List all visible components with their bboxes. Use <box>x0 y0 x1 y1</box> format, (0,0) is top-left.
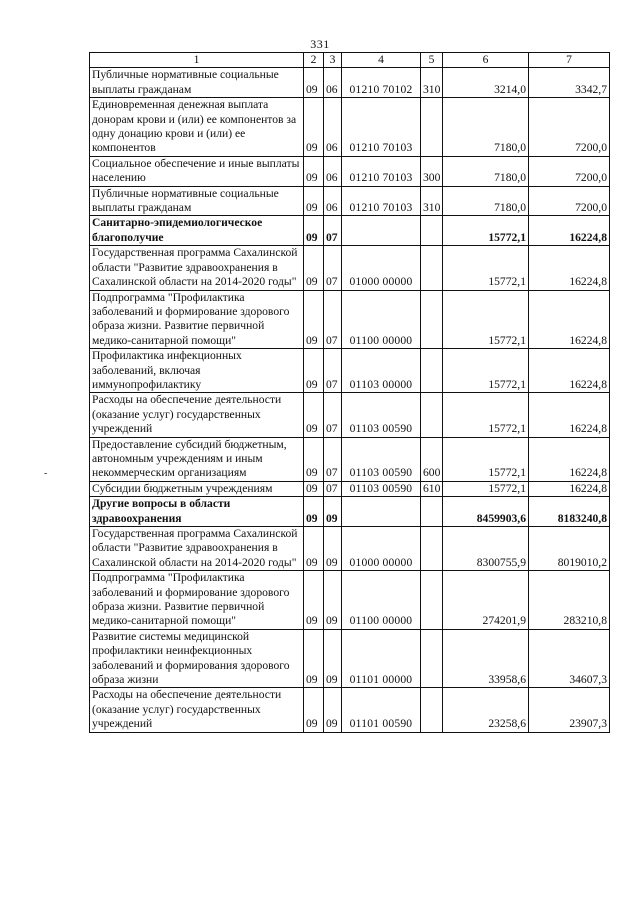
table-row <box>90 98 610 157</box>
amount-year-1-cell: 3214,0 <box>443 68 529 98</box>
expense-type-cell <box>421 393 443 437</box>
target-article-cell: 01103 00590 <box>342 481 421 496</box>
stray-mark: - <box>44 468 48 479</box>
row-name-cell: Единовременная денежная выплата донорам крови и (или) ее компонентов за одну донацию крови и (или) ее компонентов <box>90 98 304 157</box>
amount-year-2-cell: 16224,8 <box>529 481 610 496</box>
table-row <box>90 527 610 571</box>
expense-type-cell <box>421 216 443 246</box>
row-name-cell: Подпрограмма "Профилактика заболеваний и формирование здорового образа жизни. Развитие первичной медико-санитарной помощи" <box>90 290 304 349</box>
section-code-cell: 09 <box>304 349 324 393</box>
column-header: 7 <box>529 53 610 68</box>
table-row <box>90 571 610 630</box>
expense-type-cell <box>421 290 443 349</box>
target-article-cell: 01210 70103 <box>342 186 421 216</box>
expense-type-cell: 310 <box>421 68 443 98</box>
subsection-code-cell: 06 <box>324 98 342 157</box>
row-name-cell: Расходы на обеспечение деятельности (оказание услуг) государственных учреждений <box>90 688 304 732</box>
target-article-cell: 01210 70103 <box>342 156 421 186</box>
amount-year-1-cell: 33958,6 <box>443 629 529 688</box>
column-header: 4 <box>342 53 421 68</box>
section-code-cell: 09 <box>304 216 324 246</box>
expense-type-cell: 610 <box>421 481 443 496</box>
amount-year-1-cell: 23258,6 <box>443 688 529 732</box>
row-name-cell: Публичные нормативные социальные выплаты гражданам <box>90 186 304 216</box>
section-code-cell: 09 <box>304 571 324 630</box>
target-article-cell <box>342 497 421 527</box>
target-article-cell <box>342 216 421 246</box>
amount-year-2-cell: 16224,8 <box>529 246 610 290</box>
subsection-code-cell: 06 <box>324 186 342 216</box>
row-name-cell: Государственная программа Сахалинской области "Развитие здравоохранения в Сахалинской области на 2014-2020 годы" <box>90 527 304 571</box>
subsection-code-cell: 09 <box>324 527 342 571</box>
row-name-cell: Расходы на обеспечение деятельности (оказание услуг) государственных учреждений <box>90 393 304 437</box>
section-code-cell: 09 <box>304 156 324 186</box>
target-article-cell: 01210 70102 <box>342 68 421 98</box>
amount-year-1-cell: 8459903,6 <box>443 497 529 527</box>
target-article-cell: 01101 00000 <box>342 629 421 688</box>
subsection-code-cell: 09 <box>324 688 342 732</box>
amount-year-1-cell: 15772,1 <box>443 290 529 349</box>
amount-year-1-cell: 8300755,9 <box>443 527 529 571</box>
section-code-cell: 09 <box>304 246 324 290</box>
page-number: 331 <box>310 37 330 51</box>
section-code-cell: 09 <box>304 290 324 349</box>
amount-year-2-cell: 7200,0 <box>529 156 610 186</box>
amount-year-1-cell: 15772,1 <box>443 246 529 290</box>
row-name-cell: Предоставление субсидий бюджетным, автономным учреждениям и иным некоммерческим организациям <box>90 437 304 481</box>
amount-year-2-cell: 8019010,2 <box>529 527 610 571</box>
table-row <box>90 497 610 527</box>
amount-year-2-cell: 16224,8 <box>529 216 610 246</box>
amount-year-2-cell: 23907,3 <box>529 688 610 732</box>
expense-type-cell <box>421 571 443 630</box>
amount-year-1-cell: 15772,1 <box>443 481 529 496</box>
subsection-code-cell: 07 <box>324 393 342 437</box>
target-article-cell: 01210 70103 <box>342 98 421 157</box>
amount-year-1-cell: 7180,0 <box>443 156 529 186</box>
section-code-cell: 09 <box>304 186 324 216</box>
amount-year-1-cell: 274201,9 <box>443 571 529 630</box>
row-name-cell: Субсидии бюджетным учреждениям <box>90 481 304 496</box>
target-article-cell: 01103 00000 <box>342 349 421 393</box>
column-header: 6 <box>443 53 529 68</box>
subsection-code-cell: 07 <box>324 437 342 481</box>
table-body <box>90 68 610 732</box>
target-article-cell: 01100 00000 <box>342 290 421 349</box>
expense-type-cell <box>421 629 443 688</box>
amount-year-2-cell: 7200,0 <box>529 98 610 157</box>
amount-year-1-cell: 15772,1 <box>443 393 529 437</box>
expense-type-cell: 310 <box>421 186 443 216</box>
table-row <box>90 246 610 290</box>
column-header: 3 <box>324 53 342 68</box>
table-row <box>90 186 610 216</box>
expense-type-cell <box>421 349 443 393</box>
expense-type-cell <box>421 98 443 157</box>
section-code-cell: 09 <box>304 688 324 732</box>
table-row <box>90 393 610 437</box>
table-row <box>90 68 610 98</box>
subsection-code-cell: 09 <box>324 497 342 527</box>
row-name-cell: Социальное обеспечение и иные выплаты населению <box>90 156 304 186</box>
target-article-cell: 01100 00000 <box>342 571 421 630</box>
amount-year-2-cell: 16224,8 <box>529 437 610 481</box>
expense-type-cell <box>421 246 443 290</box>
section-code-cell: 09 <box>304 527 324 571</box>
expense-type-cell <box>421 497 443 527</box>
subsection-code-cell: 06 <box>324 68 342 98</box>
section-code-cell: 09 <box>304 481 324 496</box>
header-row <box>90 53 610 68</box>
column-header: 2 <box>304 53 324 68</box>
amount-year-1-cell: 7180,0 <box>443 98 529 157</box>
subsection-code-cell: 07 <box>324 349 342 393</box>
target-article-cell: 01000 00000 <box>342 246 421 290</box>
amount-year-2-cell: 7200,0 <box>529 186 610 216</box>
column-header: 5 <box>421 53 443 68</box>
section-code-cell: 09 <box>304 629 324 688</box>
table-row <box>90 156 610 186</box>
subsection-code-cell: 07 <box>324 290 342 349</box>
section-code-cell: 09 <box>304 68 324 98</box>
amount-year-2-cell: 34607,3 <box>529 629 610 688</box>
amount-year-1-cell: 15772,1 <box>443 437 529 481</box>
expense-type-cell <box>421 688 443 732</box>
expense-type-cell <box>421 527 443 571</box>
row-name-cell: Профилактика инфекционных заболеваний, включая иммунопрофилактику <box>90 349 304 393</box>
table-row <box>90 688 610 732</box>
expense-type-cell: 600 <box>421 437 443 481</box>
target-article-cell: 01101 00590 <box>342 688 421 732</box>
table-row <box>90 481 610 496</box>
amount-year-1-cell: 7180,0 <box>443 186 529 216</box>
amount-year-2-cell: 16224,8 <box>529 393 610 437</box>
column-header: 1 <box>90 53 304 68</box>
table-row <box>90 437 610 481</box>
row-name-cell: Государственная программа Сахалинской области "Развитие здравоохранения в Сахалинской области на 2014-2020 годы" <box>90 246 304 290</box>
amount-year-1-cell: 15772,1 <box>443 349 529 393</box>
amount-year-2-cell: 3342,7 <box>529 68 610 98</box>
stray-mark: · <box>586 683 590 694</box>
budget-table <box>89 52 610 733</box>
target-article-cell: 01103 00590 <box>342 393 421 437</box>
section-code-cell: 09 <box>304 393 324 437</box>
amount-year-2-cell: 16224,8 <box>529 349 610 393</box>
section-code-cell: 09 <box>304 437 324 481</box>
subsection-code-cell: 09 <box>324 571 342 630</box>
row-name-cell: Публичные нормативные социальные выплаты гражданам <box>90 68 304 98</box>
expense-type-cell: 300 <box>421 156 443 186</box>
row-name-cell: Другие вопросы в области здравоохранения <box>90 497 304 527</box>
section-code-cell: 09 <box>304 497 324 527</box>
amount-year-2-cell: 16224,8 <box>529 290 610 349</box>
table-row <box>90 349 610 393</box>
amount-year-2-cell: 8183240,8 <box>529 497 610 527</box>
table-row <box>90 290 610 349</box>
section-code-cell: 09 <box>304 98 324 157</box>
subsection-code-cell: 07 <box>324 481 342 496</box>
subsection-code-cell: 09 <box>324 629 342 688</box>
row-name-cell: Развитие системы медицинской профилактики неинфекционных заболеваний и формирования здорового образа жизни <box>90 629 304 688</box>
table-row <box>90 629 610 688</box>
table-row <box>90 216 610 246</box>
amount-year-2-cell: 283210,8 <box>529 571 610 630</box>
row-name-cell: Санитарно-эпидемиологическое благополучие <box>90 216 304 246</box>
target-article-cell: 01000 00000 <box>342 527 421 571</box>
subsection-code-cell: 07 <box>324 246 342 290</box>
target-article-cell: 01103 00590 <box>342 437 421 481</box>
subsection-code-cell: 06 <box>324 156 342 186</box>
amount-year-1-cell: 15772,1 <box>443 216 529 246</box>
row-name-cell: Подпрограмма "Профилактика заболеваний и формирование здорового образа жизни. Развитие первичной медико-санитарной помощи" <box>90 571 304 630</box>
subsection-code-cell: 07 <box>324 216 342 246</box>
